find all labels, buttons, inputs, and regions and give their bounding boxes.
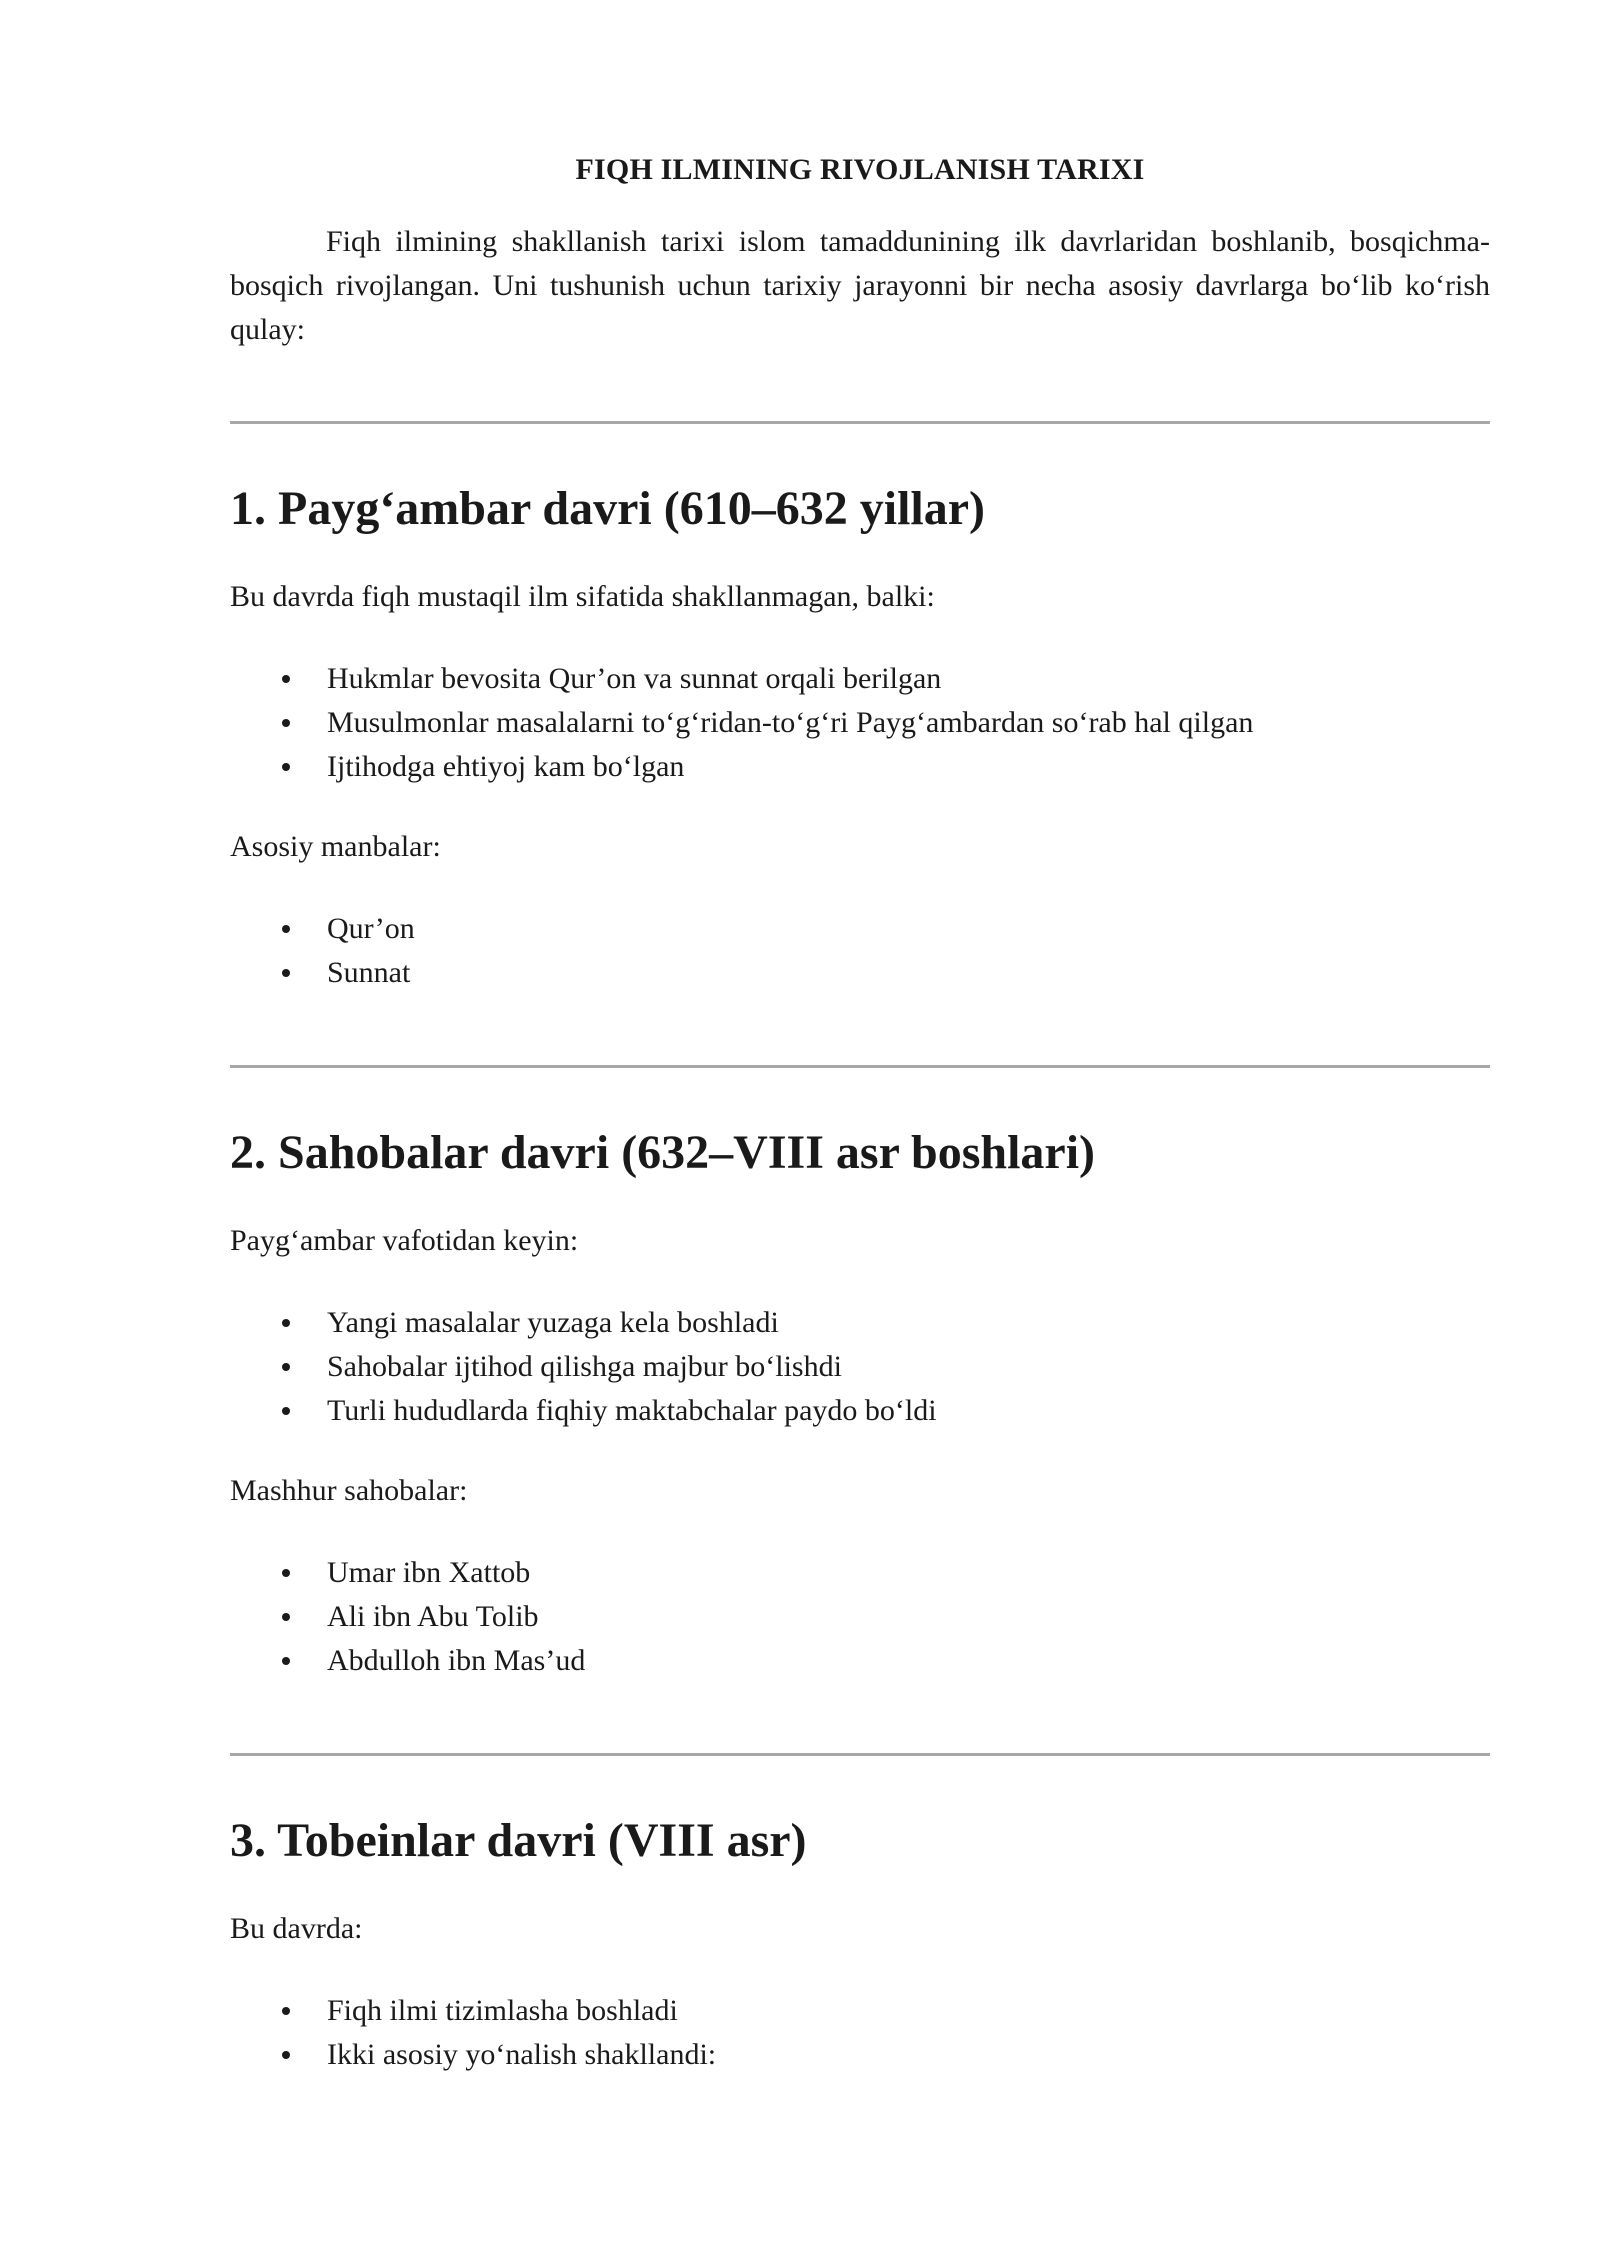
intro-paragraph: Fiqh ilmining shakllanish tarixi islom tamaddunining ilk davrlaridan boshlanib, bosqichma-bosqich rivojlangan. Uni tushunish uchun tarixiy jarayonni bir necha asosiy davrlarga bo‘lib ko‘rish qulay: — [230, 225, 1490, 346]
list-item-text: Umar ibn Xattob — [327, 1556, 531, 1589]
bullet-icon — [282, 719, 290, 727]
section-lead: Payg‘ambar vafotidan keyin: — [230, 1224, 579, 1257]
list-item-text: Sunnat — [327, 956, 411, 989]
section-followers-era — [230, 1811, 1490, 2077]
section-lead: Bu davrda: — [230, 1912, 363, 1945]
document-title: FIQH ILMINING RIVOJLANISH TARIXI — [575, 153, 1145, 186]
list-item — [230, 1595, 1490, 1639]
list-item — [230, 1301, 1490, 1345]
list-item-text: Ikki asosiy yo‘nalish shakllandi: — [327, 2038, 717, 2071]
list-item — [230, 1551, 1490, 1595]
list-item-text: Qur’on — [327, 912, 415, 945]
list-item — [230, 1389, 1490, 1433]
list-item — [230, 745, 1490, 789]
bullet-icon — [282, 1363, 290, 1371]
section-companions-era — [230, 1123, 1490, 1683]
list-item — [230, 701, 1490, 745]
section-prophet-era — [230, 479, 1490, 995]
bullet-icon — [282, 2007, 290, 2015]
list-item-text: Ijtihodga ehtiyoj kam bo‘lgan — [327, 750, 685, 783]
list-item-text: Fiqh ilmi tizimlasha boshladi — [327, 1994, 678, 2027]
list-item-text: Sahobalar ijtihod qilishga majbur bo‘lishdi — [327, 1350, 842, 1383]
list-item-text: Abdulloh ibn Mas’ud — [327, 1644, 586, 1677]
section-divider — [230, 421, 1490, 424]
section-lead: Bu davrda fiqh mustaqil ilm sifatida shakllanmagan, balki: — [230, 580, 935, 613]
section-heading: 2. Sahobalar davri (632–VIII asr boshlari) — [230, 1126, 1096, 1179]
section-divider — [230, 1065, 1490, 1068]
list-item — [230, 2033, 1490, 2077]
list-item — [230, 657, 1490, 701]
bullet-list — [230, 1301, 1490, 1433]
bullet-icon — [282, 1657, 290, 1665]
section-divider — [230, 1753, 1490, 1756]
list-item-text: Ali ibn Abu Tolib — [327, 1600, 539, 1633]
list-item — [230, 951, 1490, 995]
bullet-icon — [282, 969, 290, 977]
document-page — [230, 150, 1490, 2077]
bullet-icon — [282, 763, 290, 771]
bullet-icon — [282, 1407, 290, 1415]
bullet-list — [230, 657, 1490, 789]
bullet-list — [230, 907, 1490, 995]
list-item-text: Musulmonlar masalalarni to‘g‘ridan-to‘g‘ri Payg‘ambardan so‘rab hal qilgan — [327, 706, 1254, 739]
list-item-text: Turli hududlarda fiqhiy maktabchalar paydo bo‘ldi — [327, 1394, 937, 1427]
bullet-icon — [282, 1319, 290, 1327]
bullet-list — [230, 1551, 1490, 1683]
bullet-icon — [282, 1569, 290, 1577]
list-item — [230, 1345, 1490, 1389]
list-item — [230, 907, 1490, 951]
bullet-icon — [282, 2051, 290, 2059]
bullet-icon — [282, 675, 290, 683]
bullet-icon — [282, 925, 290, 933]
list-item-text: Yangi masalalar yuzaga kela boshladi — [327, 1306, 779, 1339]
section-sublead: Asosiy manbalar: — [230, 830, 441, 863]
list-item — [230, 1639, 1490, 1683]
bullet-icon — [282, 1613, 290, 1621]
bullet-list — [230, 1989, 1490, 2077]
section-heading: 1. Payg‘ambar davri (610–632 yillar) — [230, 482, 986, 535]
section-heading: 3. Tobeinlar davri (VIII asr) — [230, 1814, 807, 1867]
list-item — [230, 1989, 1490, 2033]
section-sublead: Mashhur sahobalar: — [230, 1474, 468, 1507]
list-item-text: Hukmlar bevosita Qur’on va sunnat orqali berilgan — [327, 662, 942, 695]
